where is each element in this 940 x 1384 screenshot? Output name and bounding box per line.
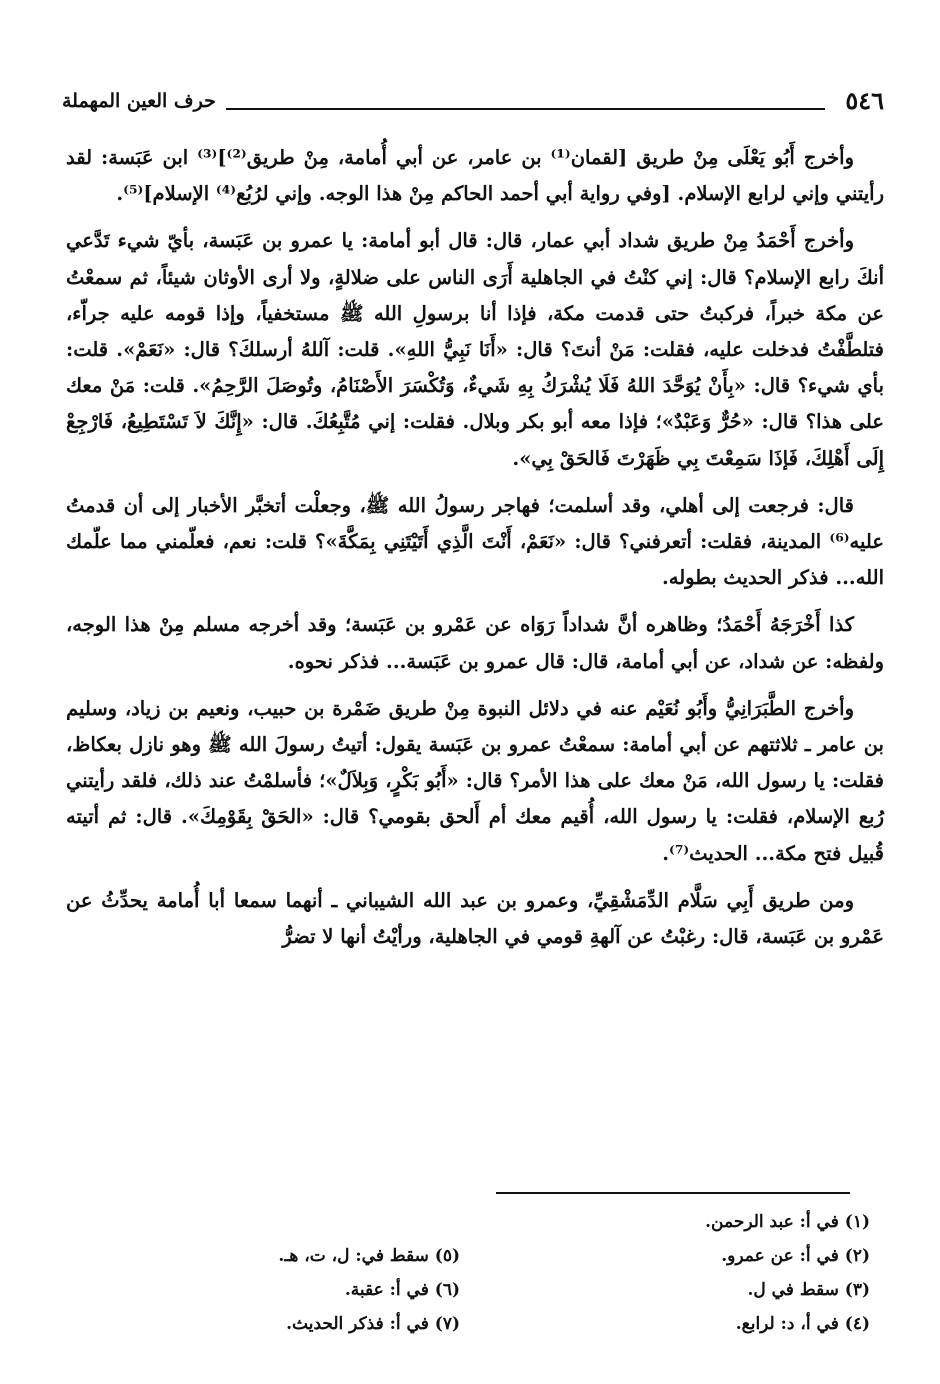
footnotes-column-right [540,1205,870,1341]
page-header [62,88,884,114]
paragraph: وأخرج أَبُو يَعْلَى مِنْ طريق [لقمان⁽¹⁾ بن عامر، عن أبي أُمامة، مِنْ طريق⁽²⁾]⁽³⁾ ابن عَبَسة: لقد رأيتني وإني لرابع الإسلام. [وفي رواية أبي أحمد الحاكم مِنْ هذا الوجه. وإني لرُبُع⁽⁴⁾ الإسلام]⁽⁵⁾. [66,146,884,206]
footnotes-column-left [278,1205,460,1341]
paragraph: ومن طريق أَبِي سَلَّام الدِّمَشْقِيِّ، وعمرو بن عبد الله الشيباني ـ أنهما سمعا أبا أُمامة يحدِّثُ عن عَمْرو بن عَبَسة، قال: رغبْتُ عن آلهةِ قومي في الجاهلية، ورأيْتُ أنها لا تضرُّ [66,888,884,949]
paragraph: وأخرج أَحْمَدُ مِنْ طريق شداد أبي عمار، قال: قال أبو أمامة: يا عمرو بن عَبَسة، بأيّ شيء تَدَّعي أنكَ رابع الإسلام؟ قال: إني كنْتُ في الجاهلية أَرَى الناس على ضلالةٍ، ولا أرى الأوثان شيئاً، ثم سمعْتُ عن مكة خبراً، فركبتُ حتى قدمت مكة، فإذا أنا برسولِ الله ﷺ مستخفياً، وإذا قومه عليه جراّء، فتلطَّفْتُ فدخلت عليه، فقلت: مَنْ أنتَ؟ قال: «أَنَا نَبِيُّ اللهِ». قلت: آللهُ أرسلكَ؟ قال: «نَعَمْ». قلت: بأي شيء؟ قال: «بِأَنْ يُوَحَّدَ اللهُ فَلَا يُشْرَكُ بِهِ شَيءٌ، وَتُكْسَرَ الأَصْنَامُ، وتُوصَلَ الرَّحِمُ». قلت: مَنْ معك على هذا؟ قال: «حُرٌّ وَعَبْدٌ»؛ فإذا معه أبو بكر وبلال. فقلت: إني مُتَّبِعُكَ. قال: «إِنَّكَ لاَ تَسْتَطِيعُ، فَارْجِعْ إِلَى أَهْلِكَ، فَإذَا سَمِعْتَ بِي ظَهَرْتَ فَالحَقْ بِي». [66,229,884,470]
footnotes [170,1205,870,1341]
chapter-title: حرف العين المهملة [62,90,216,112]
footnote: (٦) في أ: عقبة. [344,1280,460,1300]
footnote: (٥) سقط في: ل، ت، هـ. [278,1246,460,1266]
footnote: (١) في أ: عبد الرحمن. [705,1212,870,1232]
paragraph: قال: فرجعت إلى أهلي، وقد أسلمت؛ فهاجر رسولُ الله ﷺ، وجعلْت أتخبَّر الأخبار إلى أن قدمتُ عليه⁽⁶⁾ المدينة، فقلت: أتعرفني؟ قال: «نَعَمْ، أَنْتَ الَّذِي أَتَيْتَنِي بِمَكَّةَ»؟ قلت: نعم، فعلّمني مما علّمك الله... فذكر الحديث بطوله. [66,493,884,590]
footnote: (٣) سقط في ل. [747,1280,870,1300]
footnote: (٤) في أ، د: لرابع. [735,1314,870,1334]
main-text [66,140,884,966]
footnote: (٢) في أ: عن عمرو. [721,1246,870,1266]
paragraph: وأخرج الطَّبَرَانِيُّ وأَبُو نُعَيْم عنه في دلائل النبوة مِنْ طريق ضَمْرة بن حبيب، ونعيم بن زياد، وسليم بن عامر ـ ثلاثتهم عن أبي أمامة: سمعْتُ عمرو بن عَبَسة يقول: أتيتُ رسولَ الله ﷺ وهو نازل بعكاظ، فقلت: يا رسول الله، مَنْ معك على هذا الأمر؟ قال: «أَبُو بَكْرٍ، وَبِلاَلٌ»؛ فأسلمْتُ عند ذلك، فلقد رأيتني رُبع الإسلام، فقلت: يا رسول الله، أُقيم معك أم أَلحق بقومي؟ قال: «الحَقْ بِقَوْمِكَ». قال: ثم أتيته قُبيل فتح مكة... الحديث⁽⁷⁾. [66,696,884,865]
page-number: ٥٤٦ [845,86,884,115]
header-rule [226,108,825,110]
footnote-separator [496,1192,850,1194]
footnote: (٧) في أ: فذكر الحديث. [286,1314,460,1334]
paragraph: كذا أَخْرَجَهُ أَحْمَدُ؛ وظاهره أنَّ شداداً رَوَاه عن عَمْرو بن عَبَسة؛ وقد أخرجه مسلم مِنْ هذا الوجه، ولفظه: عن شداد، عن أبي أمامة، قال: قال عمرو بن عَبَسة... فذكر نحوه. [66,613,884,673]
